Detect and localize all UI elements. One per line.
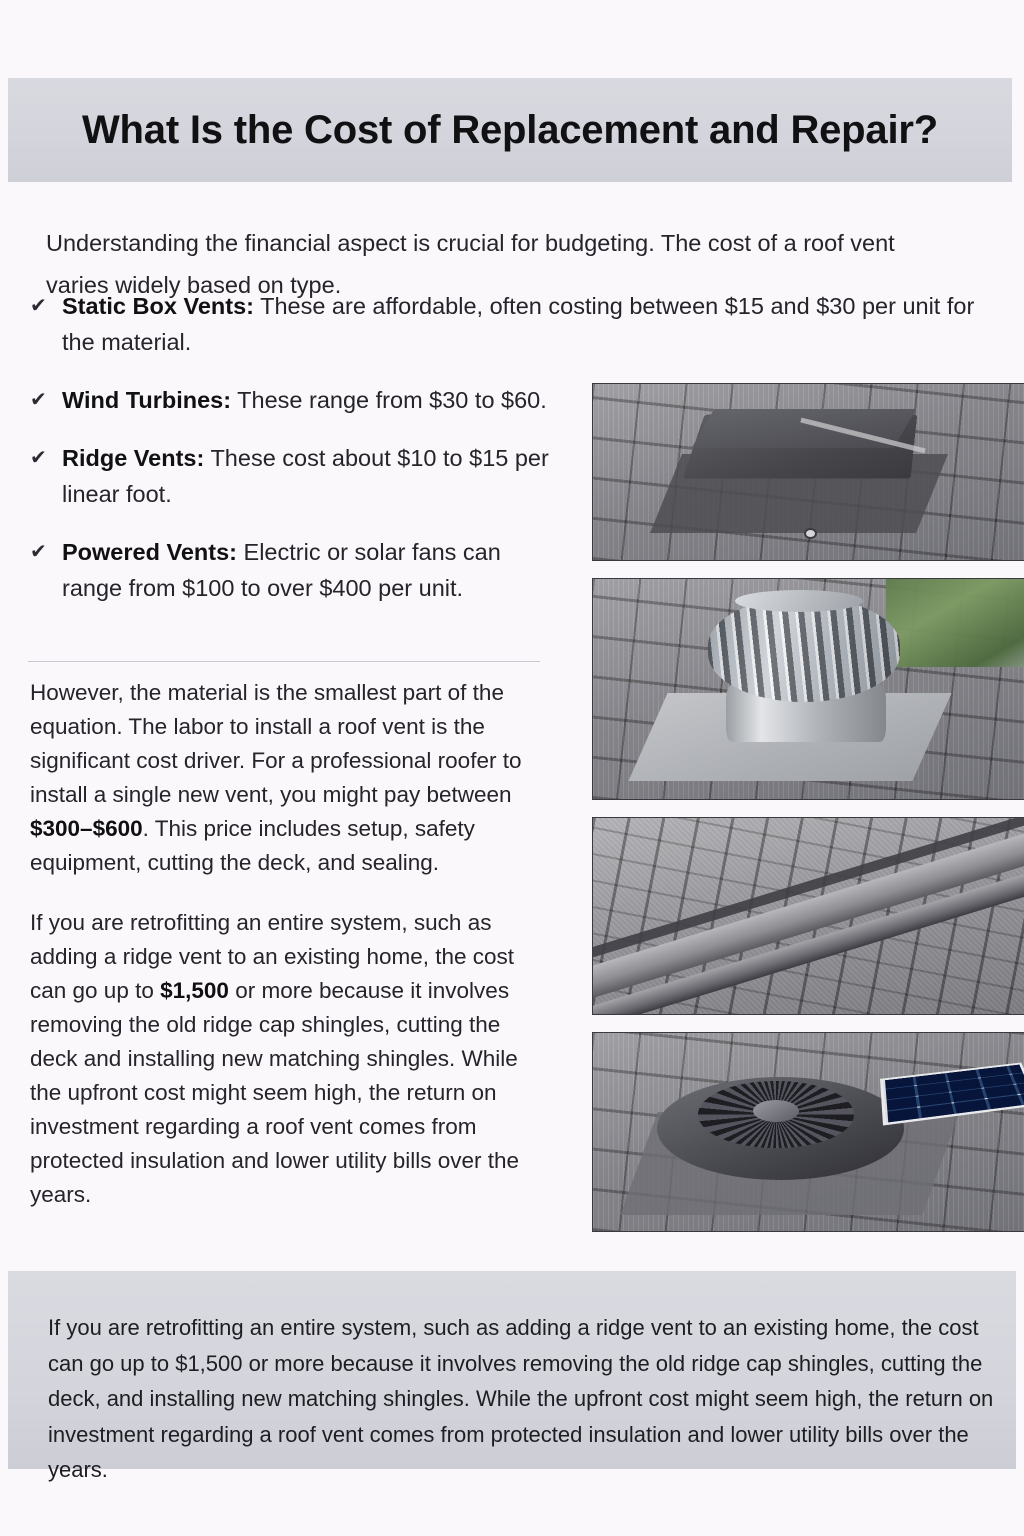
wind-turbine-vent-photo — [592, 578, 1024, 800]
bullet-text: These cost about $10 to $15 per linear foot. — [62, 445, 549, 507]
page-footer-band — [8, 1271, 1016, 1482]
tree-background — [886, 579, 1024, 667]
list-item — [30, 288, 1007, 360]
bullet-text: Electric or solar fans can range from $100 to over $400 per unit. — [62, 539, 501, 601]
body-paragraph-2-highlight: $1,500 — [160, 978, 229, 1003]
body-paragraph-1 — [30, 676, 536, 880]
body-paragraph-1-part-1: However, the material is the smallest part of the equation. The labor to install a roof vent is the significant cost driver. For a professional roofer to install a single new vent, you might pay between — [30, 680, 522, 807]
vent-screw-icon — [804, 528, 817, 539]
bullet-term: Powered Vents: — [62, 539, 237, 565]
list-item — [30, 440, 562, 512]
powered-vent-fan-hub-shape — [753, 1100, 799, 1122]
body-paragraph-1-part-2: . This price includes setup, safety equipment, cutting the deck, and sealing. — [30, 816, 475, 875]
bullet-text: These range from $30 to $60. — [231, 387, 547, 413]
photo-column — [552, 367, 1012, 1249]
ridge-vent-photo — [592, 817, 1024, 1015]
list-item — [30, 382, 562, 418]
check-icon: ✔ — [30, 541, 47, 563]
list-item — [30, 534, 562, 606]
static-box-vent-photo — [592, 383, 1024, 561]
section-divider — [28, 661, 540, 662]
body-paragraph-1-highlight: $300–$600 — [30, 816, 143, 841]
page-title: What Is the Cost of Replacement and Repair? — [82, 107, 938, 152]
check-icon: ✔ — [30, 295, 47, 317]
body-paragraph-2 — [30, 906, 536, 1212]
turbine-top-cap-shape — [735, 590, 863, 612]
body-paragraph-2-part-2: or more because it involves removing the old ridge cap shingles, cutting the deck and installing new matching shingles. While the upfront cost might seem high, the return on investment regarding a roof vent comes from protected insulation and lower utility bills over the years. — [30, 978, 520, 1207]
bullet-text: These are affordable, often costing between $15 and $30 per unit for the material. — [62, 293, 975, 355]
check-icon: ✔ — [30, 447, 47, 469]
bullet-term: Static Box Vents: — [62, 293, 254, 319]
page-header-band — [8, 78, 1012, 182]
bullet-term: Ridge Vents: — [62, 445, 205, 471]
turbine-vane-head-shape — [708, 597, 900, 703]
check-icon: ✔ — [30, 389, 47, 411]
powered-solar-vent-photo — [592, 1032, 1024, 1232]
intro-paragraph: Understanding the financial aspect is crucial for budgeting. The cost of a roof vent varies widely based on type. — [46, 229, 895, 298]
footer-summary-text: If you are retrofitting an entire system, such as adding a ridge vent to an existing home, the cost can go up to $1,500 or more because it involves removing the old ridge cap shingles, cutting the deck, and installing new matching shingles. While the upfront cost might seem high, the return on investment regarding a roof vent comes from protected insulation and lower utility bills over the years. — [48, 1315, 994, 1482]
body-text-column — [30, 676, 536, 1238]
body-paragraph-2-part-1: If you are retrofitting an entire system, such as adding a ridge vent to an existing home, the cost can go up to — [30, 910, 515, 1003]
bullet-term: Wind Turbines: — [62, 387, 232, 413]
